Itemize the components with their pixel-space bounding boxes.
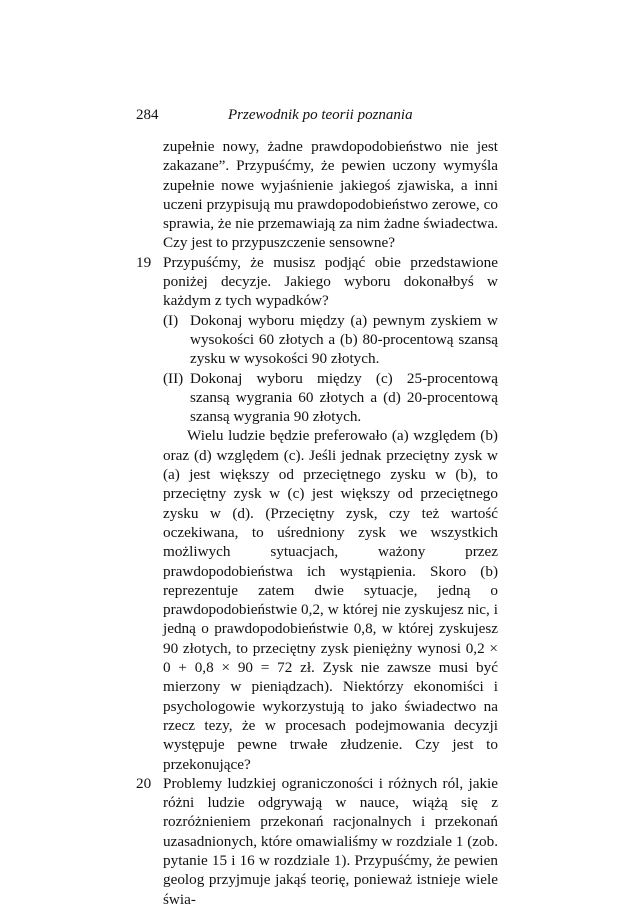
question-19-intro: Przypuśćmy, że musisz podjąć obie przedstawione poniżej decyzje. Jakiego wyboru dokonałbyś w każdym z tych wypadków?	[163, 253, 498, 310]
page-header	[136, 105, 498, 129]
option-2-text: Dokonaj wyboru między (c) 25-procentową szansą wygrania 60 złotych a (d) 20-procentową szansą wygrania 90 złotych.	[190, 369, 498, 426]
option-1-text: Dokonaj wyboru między (a) pewnym zyskiem w wysokości 60 złotych a (b) 80-procentową szansą zysku w wysokości 90 złotych.	[190, 311, 498, 368]
page-body	[136, 137, 498, 909]
option-2	[163, 369, 498, 427]
question-number: 19	[136, 253, 152, 271]
book-page	[136, 105, 498, 909]
question-20-text: Problemy ludzkiej ograniczoności i różnych ról, jakie różni ludzie odgrywają w nauce, wiążą się z rozróżnieniem przekonań racjonalnych i przekonań uzasadnionych, które omawialiśmy w rozdziale 1 (zob. pytanie 15 i 16 w rozdziale 1). Przypuśćmy, że pewien geolog przyjmuje jakąś teorię, ponieważ istnieje wiele świa-	[163, 774, 498, 908]
question-19-discussion: Wielu ludzie będzie preferowało (a) względem (b) oraz (d) względem (c). Jeśli jednak przeciętny zysk w (a) jest większy od przeciętnego zysku w (b), to przeciętny zysk w (c) jest większy od przeciętnego zysku w (d). (Przeciętny zysk, czy też wartość oczekiwana, to uśredniony zysk we wszystkich możliwych sytuacjach, ważony przez prawdopodobieństwa ich wystąpienia. Skoro (b) reprezentuje zatem dwie sytuacje, jedną o prawdopodobieństwie 0,2, w której nie zyskujesz nic, i jedną o prawdopodobieństwie 0,8, w której zyskujesz 90 złotych, to przeciętny zysk pieniężny wynosi 0,2 × 0 + 0,8 × 90 = 72 zł. Zysk nie zawsze musi być mierzony w pieniądzach). Niektórzy ekonomiści i psychologowie wykorzystują to jako świadectwo na rzecz tezy, że w procesach podejmowania decyzji występuje pewne trwałe złudzenie. Czy jest to przekonujące?	[163, 427, 498, 773]
question-19	[136, 253, 498, 311]
continuation-paragraph: zupełnie nowy, żadne prawdopodobieństwo nie jest zakazane”. Przypuśćmy, że pewien uczony wymyśla zupełnie nowe wyjaśnienie jakiegoś zjawiska, a inni uczeni przypisują mu prawdopodobieństwo zerowe, co sprawia, że nie przemawiają za nim żadne świadectwa. Czy jest to przypuszczenie sensowne?	[163, 138, 498, 252]
page-number: 284	[136, 107, 159, 123]
option-2-label: (II)	[163, 369, 184, 387]
question-number: 20	[136, 774, 152, 792]
question-20	[136, 774, 498, 909]
option-1-label: (I)	[163, 311, 179, 329]
option-1	[163, 311, 498, 369]
running-title: Przewodnik po teorii poznania	[228, 107, 413, 123]
